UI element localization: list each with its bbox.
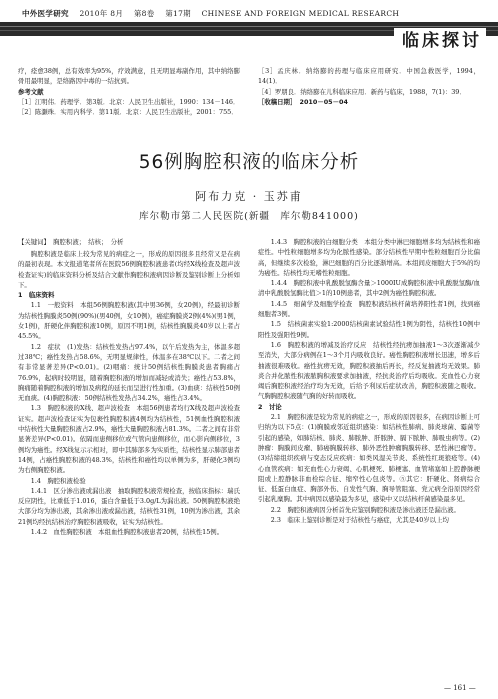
body-paragraph: 2.3 临床上鉴别诊断是对于结核性与癌症，尤其是40岁以上均 xyxy=(270,516,449,525)
body-paragraph: 1.5 结核菌素实验1:2000结核菌素试验结性1例为阴性，结核性10例中阳性及强阳性9例。 xyxy=(258,320,480,339)
reference-item: ［4］罗朋良．纳络膨在儿科临床应用．新药与临床，1988，7(1)：39． xyxy=(258,87,466,96)
page-number: — 161 — xyxy=(444,684,476,692)
article-authors: 阿布力克 · 玉苏甫 xyxy=(195,190,303,203)
body-paragraph: 1.4.3 胸腔积液的白细胞分类 本组分类中淋巴细胞增多均为结核性和癌症性。中性粒细胞增多均为化脓性感染。部分结核性早期中性粒细胞百分比偏高，但继续多次检验，淋巴细胞的百分比逐渐增高。本组间皮细胞大于5%的均为癌性。结核性均无嗜性粒细胞。 xyxy=(258,238,480,277)
article-body-right-column xyxy=(258,237,480,525)
body-paragraph: 1.4.1 区分渗出液或漏出液 抽取胸腔积液常规检查，按临床指标：瑞氏反应阴性，比重低于1.016，蛋白含量低于3.0g/L为漏出液。50例胸腔积液绝大部分均为渗出液，其余渗出液或漏出液，结核性31例，10例为渗出液，其余21例均经抗结核治疗胸腔积液吸收，证实为结核性。 xyxy=(18,486,240,526)
reference-item: ［2］陈灏珠．实用内科学．第11版．北京：人民卫生出版社，2001：755． xyxy=(18,108,238,117)
article-affiliation: 库尔勒市第二人民医院(新疆 库尔勒841000) xyxy=(139,211,359,222)
journal-info-line xyxy=(22,8,407,19)
previous-article-references xyxy=(258,66,480,107)
body-paragraph: 1.2 症状 (1)发热：结核性发热占97.4%，以午后发热为主，体温多超过38℃；癌性发热占58.6%，无明显规律性，体温多在38℃以下。二者之间有非常显著差异(P<0.01)。(2)咽痛：统计50例结核性胸膜炎患者胸痛占76.9%，起病时较明显，随着胸腔积液的增加而减轻或消失；癌性占53.8%，胸痛随着胸腔积液的增加及病程的延长而呈进行性加重。(3)血痰：结核性50例无血痰。(4)胸腔积液：50例结核性发热占34.2%，癌性占3.4%。 xyxy=(18,342,240,403)
article-title: 56例胸腔积液的临床分析 xyxy=(138,152,360,173)
reference-item: ［3］孟庆林．纳络膨的药理与临床应用研究．中国急救医学，1994，14(1)． xyxy=(258,67,480,86)
received-date: ［收稿日期］ 2010－05－04 xyxy=(258,97,348,106)
journal-name: 中外医学研究 xyxy=(22,9,69,18)
column-name: 临床探讨 xyxy=(394,28,486,54)
body-paragraph: 1.4 胸腔积液检验 xyxy=(30,476,86,485)
journal-header xyxy=(0,0,498,60)
section-heading: 2 讨论 xyxy=(258,402,282,411)
body-paragraph: 1.1 一般资料 本组56例胸腔积液(其中男36例，女20例)，经最初诊断为结核性胸膜炎50例(90%)(男40例，女10例)，癌症胸膜炎2例(4%)(男1例，女1例)，肝硬化伴胸腔积液10例，原因不明1例，结核性胸膜炎40岁以上者占45.5%。 xyxy=(18,301,240,341)
body-paragraph: 1.4.2 血性胸腔积液 本组血性胸腔积液患者20例，结核性15例。 xyxy=(30,528,224,537)
article-body-left-column xyxy=(18,249,240,537)
reference-item: ［1］江明伟．药理学．第3版．北京：人民卫生出版社，1990：134－146． xyxy=(18,97,240,106)
body-paragraph: 胸腔积液是临床上较为常见的病症之一，形成的原因很多且经常又是在病的最初表现。本文报道笔者所在医院56例胸腔积液患者(均经X线检查及超声波检查证实)的临床资料分析及结合文献作胸腔积液病因诊断及鉴别诊断上分析如下。 xyxy=(18,250,240,289)
body-paragraph: 2.2 胸腔积液病因分析首先应鉴别胸腔积液是渗出液还是漏出液。 xyxy=(270,505,460,514)
body-paragraph: 2.1 胸腔积液是较为常见的病症之一，形成的原因很多，在病因诊断上可归纳为以下5点：(1)胸膜或邻近组织感染：如结核性肺病、肺炎球菌、霉菌等引起的感染，如肺结核、肺炎、肺脓肿、肝脓肿、膈下脓肿、肺吸虫病等。(2)肿瘤：胸膜间皮瘤、肺癌胸膜转移、肺外恶性肿瘤胸膜转移、恶性淋巴瘤等。(3)结缔组织疾病与变态反应疾病：如类风湿关节炎、系统性红斑狼疮等。(4)心血管疾病：如充血性心力衰竭、心肌梗死、肺梗塞、血管堵塞如上腔静脉梗阻或上腔静脉非血栓综合征、缩窄性心包炎等。⑤其它：肝硬化、肾病综合征、低蛋白血症、胸部外伤、自发性气胸、胸导管阻塞、党元病全沿原因经常引起乳糜胸。其中病因以感染最为多见，感染中又以结核杆菌感染最多见。 xyxy=(258,413,480,504)
previous-article-tail xyxy=(18,66,240,117)
body-paragraph: 1.4.5 细菌学及细胞学检查 胸腔积液结核杆菌培养阳性者1例，找到癌细胞者3例。 xyxy=(258,299,480,319)
body-paragraph: 1.6 胸腔积液的增减及治疗反应 结核性经抗痨加抽液1～3次逐渐减少至消失，大部分病例在1～3个月内吸收良好。癌性胸腔积液增长迅速，增多后抽液很难吸收。癌性抗痨无效，胸腔积液抽后再长，经反复抽液均无效果。肺炎合并化脓性积液脓胸积液要求加抽液，经抗炎治疗后均吸收。充血性心力衰竭后胸腔积液经治疗均为无效，后给予利尿后症状改善，胸腔积液随之吸收。气胸胸腔积液随气胸的好转而吸收。 xyxy=(258,340,480,401)
section-heading: 1 临床资料 xyxy=(18,291,55,300)
journal-number: 第17期 xyxy=(165,9,191,18)
journal-volume: 第8卷 xyxy=(133,9,155,18)
body-paragraph: 1.3 胸腔积液的X线、超声波检查 本组56例患者均行X线及超声波检查证实。超声波检查证实为包裹性胸腔积液4例均为结核性，51例血性胸腔积液中结核性大量胸腔积液占2.9%，癌性大量胸腔积液占81.3%。二者之间有非常显著差异(P<0.01)。依隔而患侧移位或气管向患侧移位，而心影向侧移位，3例均为癌性。经X线复示示相对，即中其肺部多为实质性，结核性显示肺部患者14例，占癌性胸腔积液的48.3%，结核性和癌性均以单侧为多，肝硬化3例均为右侧胸腔积液。 xyxy=(18,404,240,475)
journal-english-name: CHINESE AND FOREIGN MEDICAL RESEARCH xyxy=(201,9,400,18)
references-heading: 参考文献 xyxy=(18,87,44,96)
header-stripe xyxy=(0,26,498,27)
body-paragraph: 1.4.4 胸腔积液中乳酸脱氢酶含量＞1000IU成胸腔积液中乳酸脱氢酶/血清中乳酸脱氢酶比值＞1的10例患者，其中2例为癌性胸腔积液。 xyxy=(258,279,480,298)
keywords: 【关键词】 胸腔积液； 结核； 分析 xyxy=(18,238,124,246)
article-title-block xyxy=(0,148,498,222)
journal-issue-date: 2010年 8月 xyxy=(79,9,124,18)
previous-article-text: 疗，痊愈38例，总有效率为95%，疗效满意，且无明显毒副作用，其中纳络膨骨用最明显，是络路因中毒的一结抗到。 xyxy=(18,67,240,86)
